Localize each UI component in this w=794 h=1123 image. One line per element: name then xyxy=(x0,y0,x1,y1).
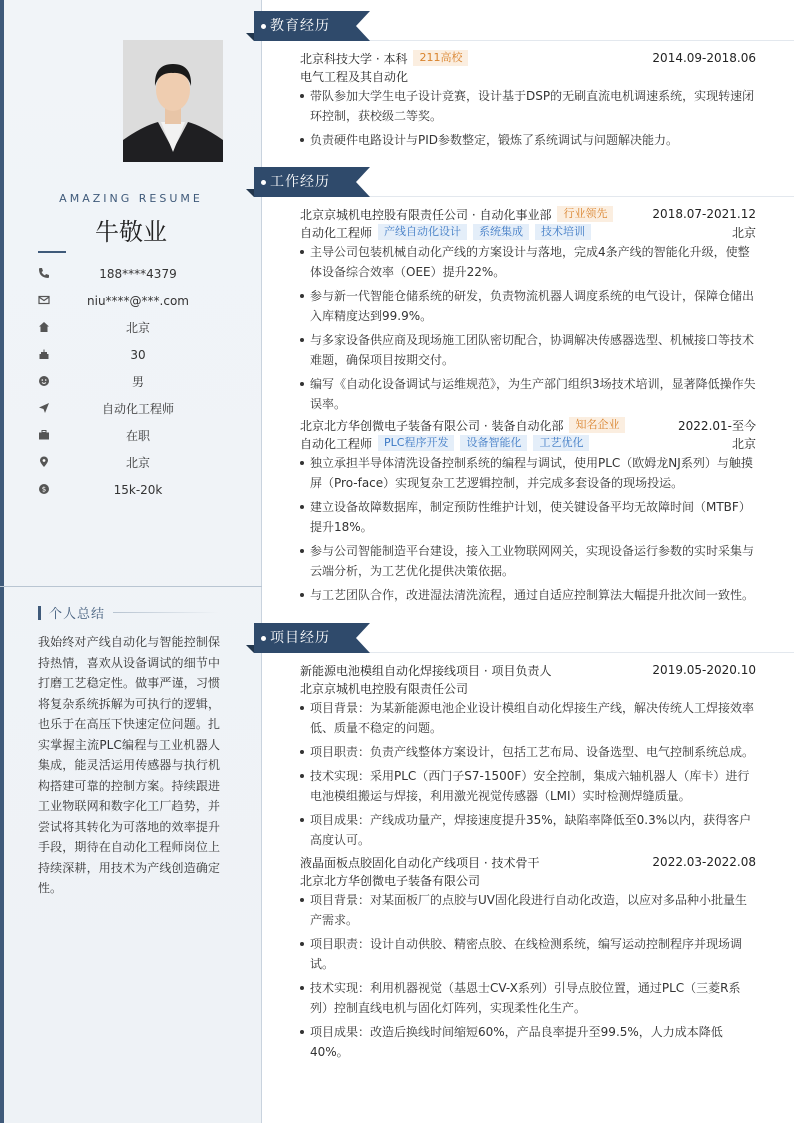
home-icon xyxy=(38,321,50,333)
list-item: 项目职责：设计自动供胶、精密点胶、在线检测系统，编写运动控制程序并现场调试。 xyxy=(300,934,756,974)
work-entry-2 xyxy=(300,416,756,609)
skill-tag: 系统集成 xyxy=(473,224,529,240)
project-entry-header xyxy=(300,661,756,679)
person-portrait-icon xyxy=(123,40,223,162)
work-entry-1 xyxy=(300,205,756,418)
job-role: 自动化工程师 xyxy=(300,225,373,240)
list-item: 与工艺团队合作，改进湿法清洗流程，通过自适应控制算法大幅提升批次间一致性。 xyxy=(300,585,756,605)
info-job-status xyxy=(38,422,238,449)
list-item: 编写《自动化设备调试与运维规范》，为生产部门组织3场技术培训，显著降低操作失误率。 xyxy=(300,374,756,414)
briefcase-icon xyxy=(38,429,50,441)
major-name: 电气工程及其自动化 xyxy=(300,69,409,84)
work-section-header xyxy=(246,167,370,197)
project-org: 北京北方华创微电子装备有限公司 xyxy=(300,873,481,888)
list-item: 与多家设备供应商及现场施工团队密切配合，协调解决传感器选型、机械接口等技术难题，确保项目按期交付。 xyxy=(300,330,756,370)
email-icon xyxy=(38,294,50,306)
skill-tag: 设备智能化 xyxy=(460,435,527,451)
company-name: 北京北方华创微电子装备有限公司 · 装备自动化部 xyxy=(300,418,564,433)
project-name: 新能源电池模组自动化焊接线项目 · 项目负责人 xyxy=(300,663,552,678)
project-entry-1 xyxy=(300,661,756,854)
location-icon xyxy=(38,456,50,468)
phone-value: 188****4379 xyxy=(99,266,177,281)
education-major-row xyxy=(300,67,756,85)
project-date: 2022.03-2022.08 xyxy=(652,855,756,869)
info-target-city xyxy=(38,449,238,476)
list-item: 参与新一代智能仓储系统的研发，负责物流机器人调度系统的电气设计，保障仓储出入库精度达到99.9%。 xyxy=(300,286,756,326)
education-date: 2014.09-2018.06 xyxy=(652,51,756,65)
list-item: 项目成果：改造后换线时间缩短60%，产品良率提升至99.5%，人力成本降低40%。 xyxy=(300,1022,756,1062)
project-entry-header xyxy=(300,853,756,871)
email-value: niu****@***.com xyxy=(87,293,189,308)
phone-icon xyxy=(38,267,50,279)
summary-heading-line xyxy=(113,612,218,613)
work-bullets xyxy=(300,453,756,605)
list-item: 独立承担半导体清洗设备控制系统的编程与调试，使用PLC（欧姆龙NJ系列）与触摸屏（Pro-face）实现复杂工艺逻辑控制，并完成多套设备的现场投运。 xyxy=(300,453,756,493)
list-item: 项目成果：产线成功量产，焊接速度提升35%，缺陷率降低至0.3%以内，获得客户高度认可。 xyxy=(300,810,756,850)
job-role: 自动化工程师 xyxy=(300,436,373,451)
list-item: 项目背景：为某新能源电池企业设计模组自动化焊接生产线，解决传统人工焊接效率低、质量不稳定的问题。 xyxy=(300,698,756,738)
profile-photo xyxy=(123,40,223,162)
summary-heading xyxy=(38,603,218,622)
skill-tag: PLC程序开发 xyxy=(378,435,454,451)
project-name: 液晶面板点胶固化自动化产线项目 · 技术骨干 xyxy=(300,855,540,870)
info-email xyxy=(38,287,238,314)
work-role-row xyxy=(300,434,756,452)
salary-value: 15k-20k xyxy=(113,482,163,497)
job-status-value: 在职 xyxy=(125,429,150,443)
education-section-header xyxy=(246,11,370,41)
list-item: 建立设备故障数据库，制定预防性维护计划，使关键设备平均无故障时间（MTBF）提升18%。 xyxy=(300,497,756,537)
gender-value: 男 xyxy=(131,375,144,389)
send-icon xyxy=(38,402,50,414)
sidebar-accent-stripe xyxy=(0,0,4,1123)
school-tag: 211高校 xyxy=(413,50,468,66)
candidate-name: 牛敬业 xyxy=(95,218,167,246)
education-section-title: 教育经历 xyxy=(270,18,330,34)
personal-info-list xyxy=(38,260,238,503)
skill-tag: 工艺优化 xyxy=(533,435,589,451)
list-item: 负责硬件电路设计与PID参数整定，锻炼了系统调试与问题解决能力。 xyxy=(300,130,756,150)
project-date: 2019.05-2020.10 xyxy=(652,663,756,677)
projects-section-header xyxy=(246,623,370,653)
svg-text:$: $ xyxy=(41,485,47,494)
work-role-row xyxy=(300,223,756,241)
school-name: 北京科技大学 · 本科 xyxy=(300,51,408,66)
list-item: 主导公司包装机械自动化产线的方案设计与落地，完成4条产线的智能化升级，使整体设备综合效率（OEE）提升22%。 xyxy=(300,242,756,282)
list-item: 参与公司智能制造平台建设，接入工业物联网网关，实现设备运行参数的实时采集与云端分析，为工艺优化提供决策依据。 xyxy=(300,541,756,581)
list-item: 技术实现：利用机器视觉（基恩士CV-X系列）引导点胶位置，通过PLC（三菱R系列）控制直线电机与固化灯阵列，实现柔性化生产。 xyxy=(300,978,756,1018)
job-city: 北京 xyxy=(731,436,756,451)
info-gender xyxy=(38,368,238,395)
info-phone xyxy=(38,260,238,287)
salary-icon xyxy=(38,483,50,495)
summary-heading-text: 个人总结 xyxy=(49,607,106,622)
section-dot xyxy=(261,180,266,185)
company-name: 北京京城机电控股有限责任公司 · 自动化事业部 xyxy=(300,207,552,222)
target-city-value: 北京 xyxy=(125,456,150,470)
work-entry-header xyxy=(300,205,756,223)
summary-heading-bar xyxy=(38,606,41,620)
work-bullets xyxy=(300,242,756,414)
project-org-row xyxy=(300,679,756,697)
company-tag: 行业领先 xyxy=(557,206,613,222)
project-bullets xyxy=(300,890,756,1062)
resume-tagline: AMAZING RESUME xyxy=(59,192,203,205)
sidebar-divider xyxy=(0,586,262,587)
age-value: 30 xyxy=(130,347,146,362)
info-age xyxy=(38,341,238,368)
list-item: 带队参加大学生电子设计竞赛，设计基于DSP的无刷直流电机调速系统，实现转速闭环控制，获校级二等奖。 xyxy=(300,86,756,126)
project-org: 北京京城机电控股有限责任公司 xyxy=(300,681,469,696)
face-icon xyxy=(38,375,50,387)
job-city: 北京 xyxy=(731,225,756,240)
list-item: 项目职责：负责产线整体方案设计，包括工艺布局、设备选型、电气控制系统总成。 xyxy=(300,742,756,762)
work-date: 2022.01-至今 xyxy=(678,418,756,433)
skill-tag: 产线自动化设计 xyxy=(378,224,467,240)
target-job-value: 自动化工程师 xyxy=(101,402,174,416)
section-dot xyxy=(261,24,266,29)
list-item: 项目背景：对某面板厂的点胶与UV固化段进行自动化改造，以应对多品种小批量生产需求。 xyxy=(300,890,756,930)
work-entry-header xyxy=(300,416,756,434)
education-bullets xyxy=(300,86,756,150)
info-target-job xyxy=(38,395,238,422)
cake-icon xyxy=(38,348,50,360)
work-section-title: 工作经历 xyxy=(270,174,330,190)
summary-text: 我始终对产线自动化与智能控制保持热情，喜欢从设备调试的细节中打磨工艺稳定性。做事严谨，习惯将复杂系统拆解为可执行的逻辑，也乐于在高压下快速定位问题。扎实掌握主流PLC编程与工业机器人集成，能灵活运用传感器与执行机构搭建可靠的控制方案。持续跟进工业物联网和数字化工厂趋势，并尝试将其转化为可落地的效率提升手段，期待在自动化工程师岗位上持续深耕，用技术为产线创造确定性。 xyxy=(38,635,220,895)
skill-tag: 技术培训 xyxy=(535,224,591,240)
project-bullets xyxy=(300,698,756,850)
info-residence xyxy=(38,314,238,341)
sidebar xyxy=(0,0,262,1123)
project-org-row xyxy=(300,871,756,889)
project-entry-2 xyxy=(300,853,756,1066)
education-entry-header xyxy=(300,49,756,67)
projects-section-title: 项目经历 xyxy=(270,630,330,646)
education-entry xyxy=(300,49,756,154)
residence-value: 北京 xyxy=(125,321,150,335)
section-dot xyxy=(261,636,266,641)
work-date: 2018.07-2021.12 xyxy=(652,207,756,221)
info-salary xyxy=(38,476,238,503)
name-underline xyxy=(38,251,66,253)
company-tag: 知名企业 xyxy=(569,417,625,433)
list-item: 技术实现：采用PLC（西门子S7-1500F）安全控制，集成六轴机器人（库卡）进行电池模组搬运与焊接，利用激光视觉传感器（LMI）实时检测焊缝质量。 xyxy=(300,766,756,806)
